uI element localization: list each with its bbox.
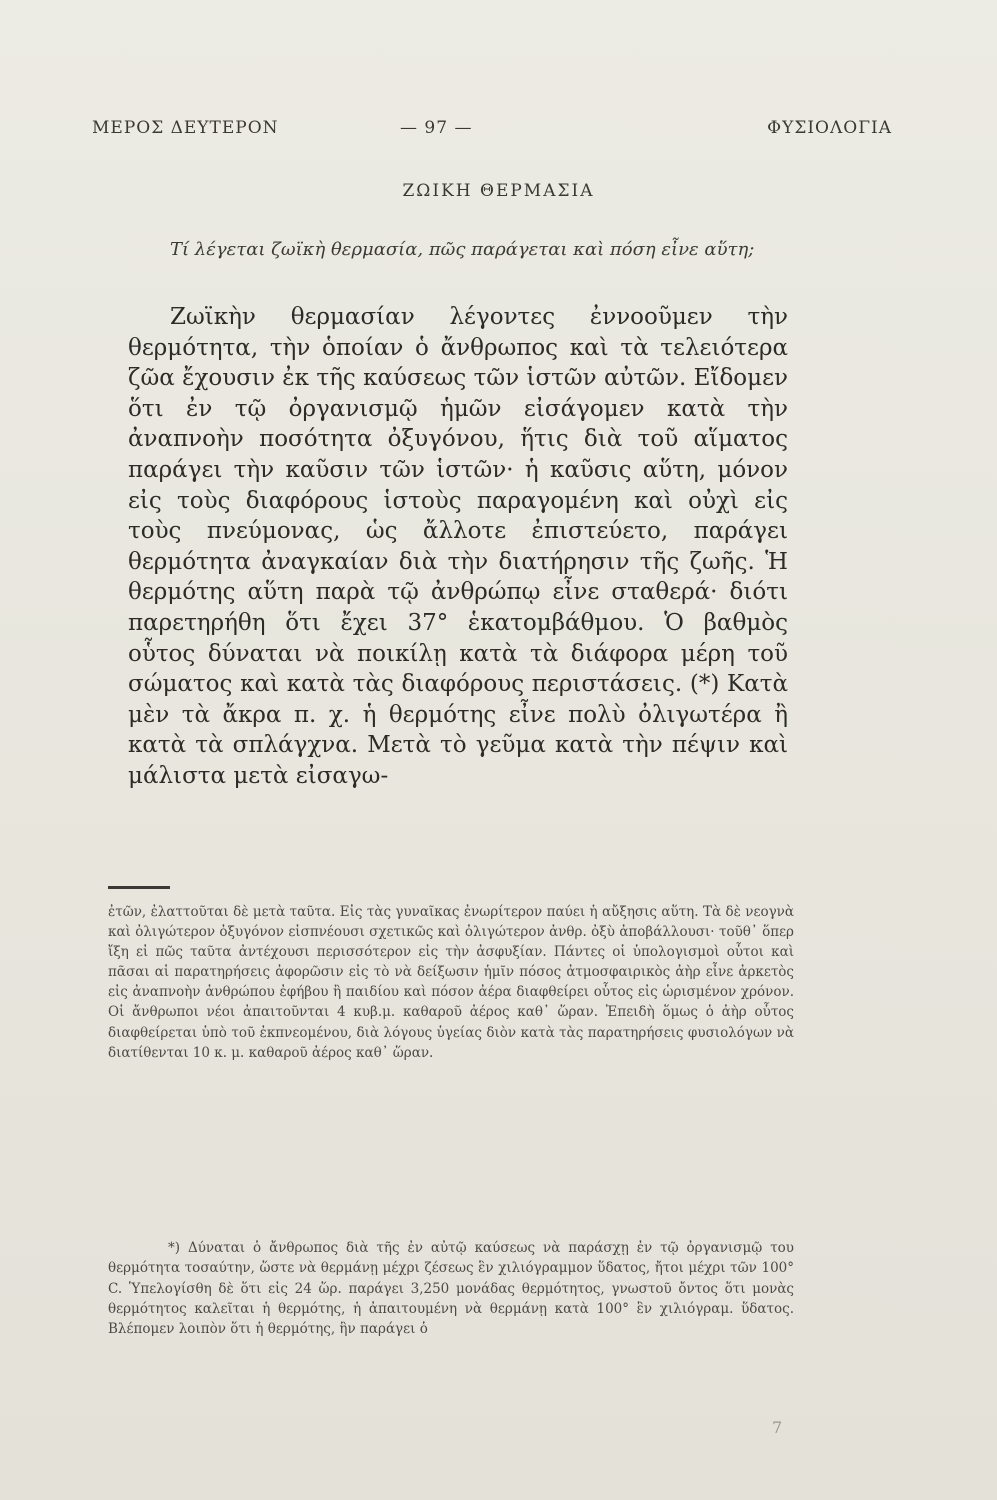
- page-corner-mark: 7: [772, 1418, 783, 1437]
- footnote-divider: [108, 886, 170, 889]
- header-part-title: ΜΕΡΟΣ ΔΕΥΤΕΡΟΝ: [92, 118, 279, 138]
- footnote-asterisk: *) Δύναται ὁ ἄνθρωπος διὰ τῆς ἐν αὐτῷ καύσεως νὰ παράσχῃ ἐν τῷ ὀργανισμῷ του θερμότητα τοσαύτην, ὥστε νὰ θερμάνῃ μέχρι ζέσεως ἓν χιλιόγραμμον ὕδατος, ἤτοι μέχρι τῶν 100° C. Ὑπελογίσθη δὲ ὅτι εἰς 24 ὥρ. παράγει 3,250 μονάδας θερμότητος, γνωστοῦ ὄντος ὅτι μονὰς θερμότητος καλεῖται ἡ θερμότης, ἡ ἀπαιτουμένη νὰ θερμάνῃ κατὰ 100° ἓν χιλιόγραμ. ὕδατος. Βλέπομεν λοιπὸν ὅτι ἡ θερμότης, ἣν παράγει ὁ: [108, 1240, 794, 1338]
- body-paragraph: Ζωϊκὴν θερμασίαν λέγοντες ἐννοοῦμεν τὴν θερμότητα, τὴν ὁποίαν ὁ ἄνθρωπος καὶ τὰ τελειότερα ζῶα ἔχουσιν ἐκ τῆς καύσεως τῶν ἱστῶν αὐτῶν. Εἴδομεν ὅτι ἐν τῷ ὀργανισμῷ ἡμῶν εἰσάγομεν κατὰ τὴν ἀναπνοὴν ποσότητα ὀξυγόνου, ἥτις διὰ τοῦ αἵματος παράγει τὴν καῦσιν τῶν ἱστῶν· ἡ καῦσις αὕτη, μόνον εἰς τοὺς διαφόρους ἱστοὺς παραγομένη καὶ οὐχὶ εἰς τοὺς πνεύμονας, ὡς ἄλλοτε ἐπιστεύετο, παράγει θερμότητα ἀναγκαίαν διὰ τὴν διατήρησιν τῆς ζωῆς. Ἡ θερμότης αὕτη παρὰ τῷ ἀνθρώπῳ εἶνε σταθερά· διότι παρετηρήθη ὅτι ἔχει 37° ἑκατομβάθμου. Ὁ βαθμὸς οὗτος δύναται νὰ ποικίλῃ κατὰ τὰ διάφορα μέρη τοῦ σώματος καὶ κατὰ τὰς διαφόρους περιστάσεις. (*) Κατὰ μὲν τὰ ἄκρα π. χ. ἡ θερμότης εἶνε πολὺ ὀλιγωτέρα ἢ κατὰ τὰ σπλάγχνα. Μετὰ τὸ γεῦμα κατὰ τὴν πέψιν καὶ μάλιστα μετὰ εἰσαγω-: [128, 304, 788, 789]
- running-header: [92, 118, 892, 146]
- footnote-continued: ἐτῶν, ἐλαττοῦται δὲ μετὰ ταῦτα. Εἰς τὰς γυναῖκας ἐνωρίτερον παύει ἡ αὔξησις αὕτη. Τὰ δὲ νεογνὰ καὶ ὀλιγώτερον ὀξυγόνον εἰσπνέουσι σχετικῶς καὶ ὀλιγώτερον ἀνθρ. ὀξὺ ἀποβάλλουσι· τοῦθ᾽ ὅπερ ἴξη εἰ πῶς ταῦτα ἀντέχουσι περισσότερον εἰς τὴν ἀσφυξίαν. Πάντες οἱ ὑπολογισμοὶ οὗτοι καὶ πᾶσαι αἱ παρατηρήσεις ἀφορῶσιν εἰς τὸ νὰ δείξωσιν ἡμῖν πόσος ἀτμοσφαιρικὸς ἀὴρ εἶνε ἀρκετὸς εἰς ἀναπνοὴν ἀνθρώπου ἐφήβου ἢ παιδίου καὶ πόσον ἀέρα διαφθείρει οὗτος εἰς ὡρισμένον χρόνον. Οἱ ἄνθρωποι νέοι ἀπαιτοῦνται 4 κυβ.μ. καθαροῦ ἀέρος καθ᾽ ὥραν. Ἐπειδὴ ὅμως ὁ ἀὴρ οὗτος διαφθείρεται ὑπὸ τοῦ ἐκπνεομένου, διὰ λόγους ὑγείας διὸν κατὰ τὰς παρατηρήσεις φυσιολόγων νὰ διατίθενται 10 κ. μ. καθαροῦ ἀέρος καθ᾽ ὥραν.: [108, 904, 794, 1061]
- section-question: Τί λέγεται ζωϊκὴ θερμασία, πῶς παράγεται καὶ πόση εἶνε αὕτη;: [170, 239, 755, 260]
- section-title: ΖΩΙΚΗ ΘΕΡΜΑΣΙΑ: [402, 181, 595, 201]
- header-subject: ΦΥΣΙΟΛΟΓΙΑ: [767, 118, 892, 138]
- page-number: — 97 —: [400, 118, 473, 138]
